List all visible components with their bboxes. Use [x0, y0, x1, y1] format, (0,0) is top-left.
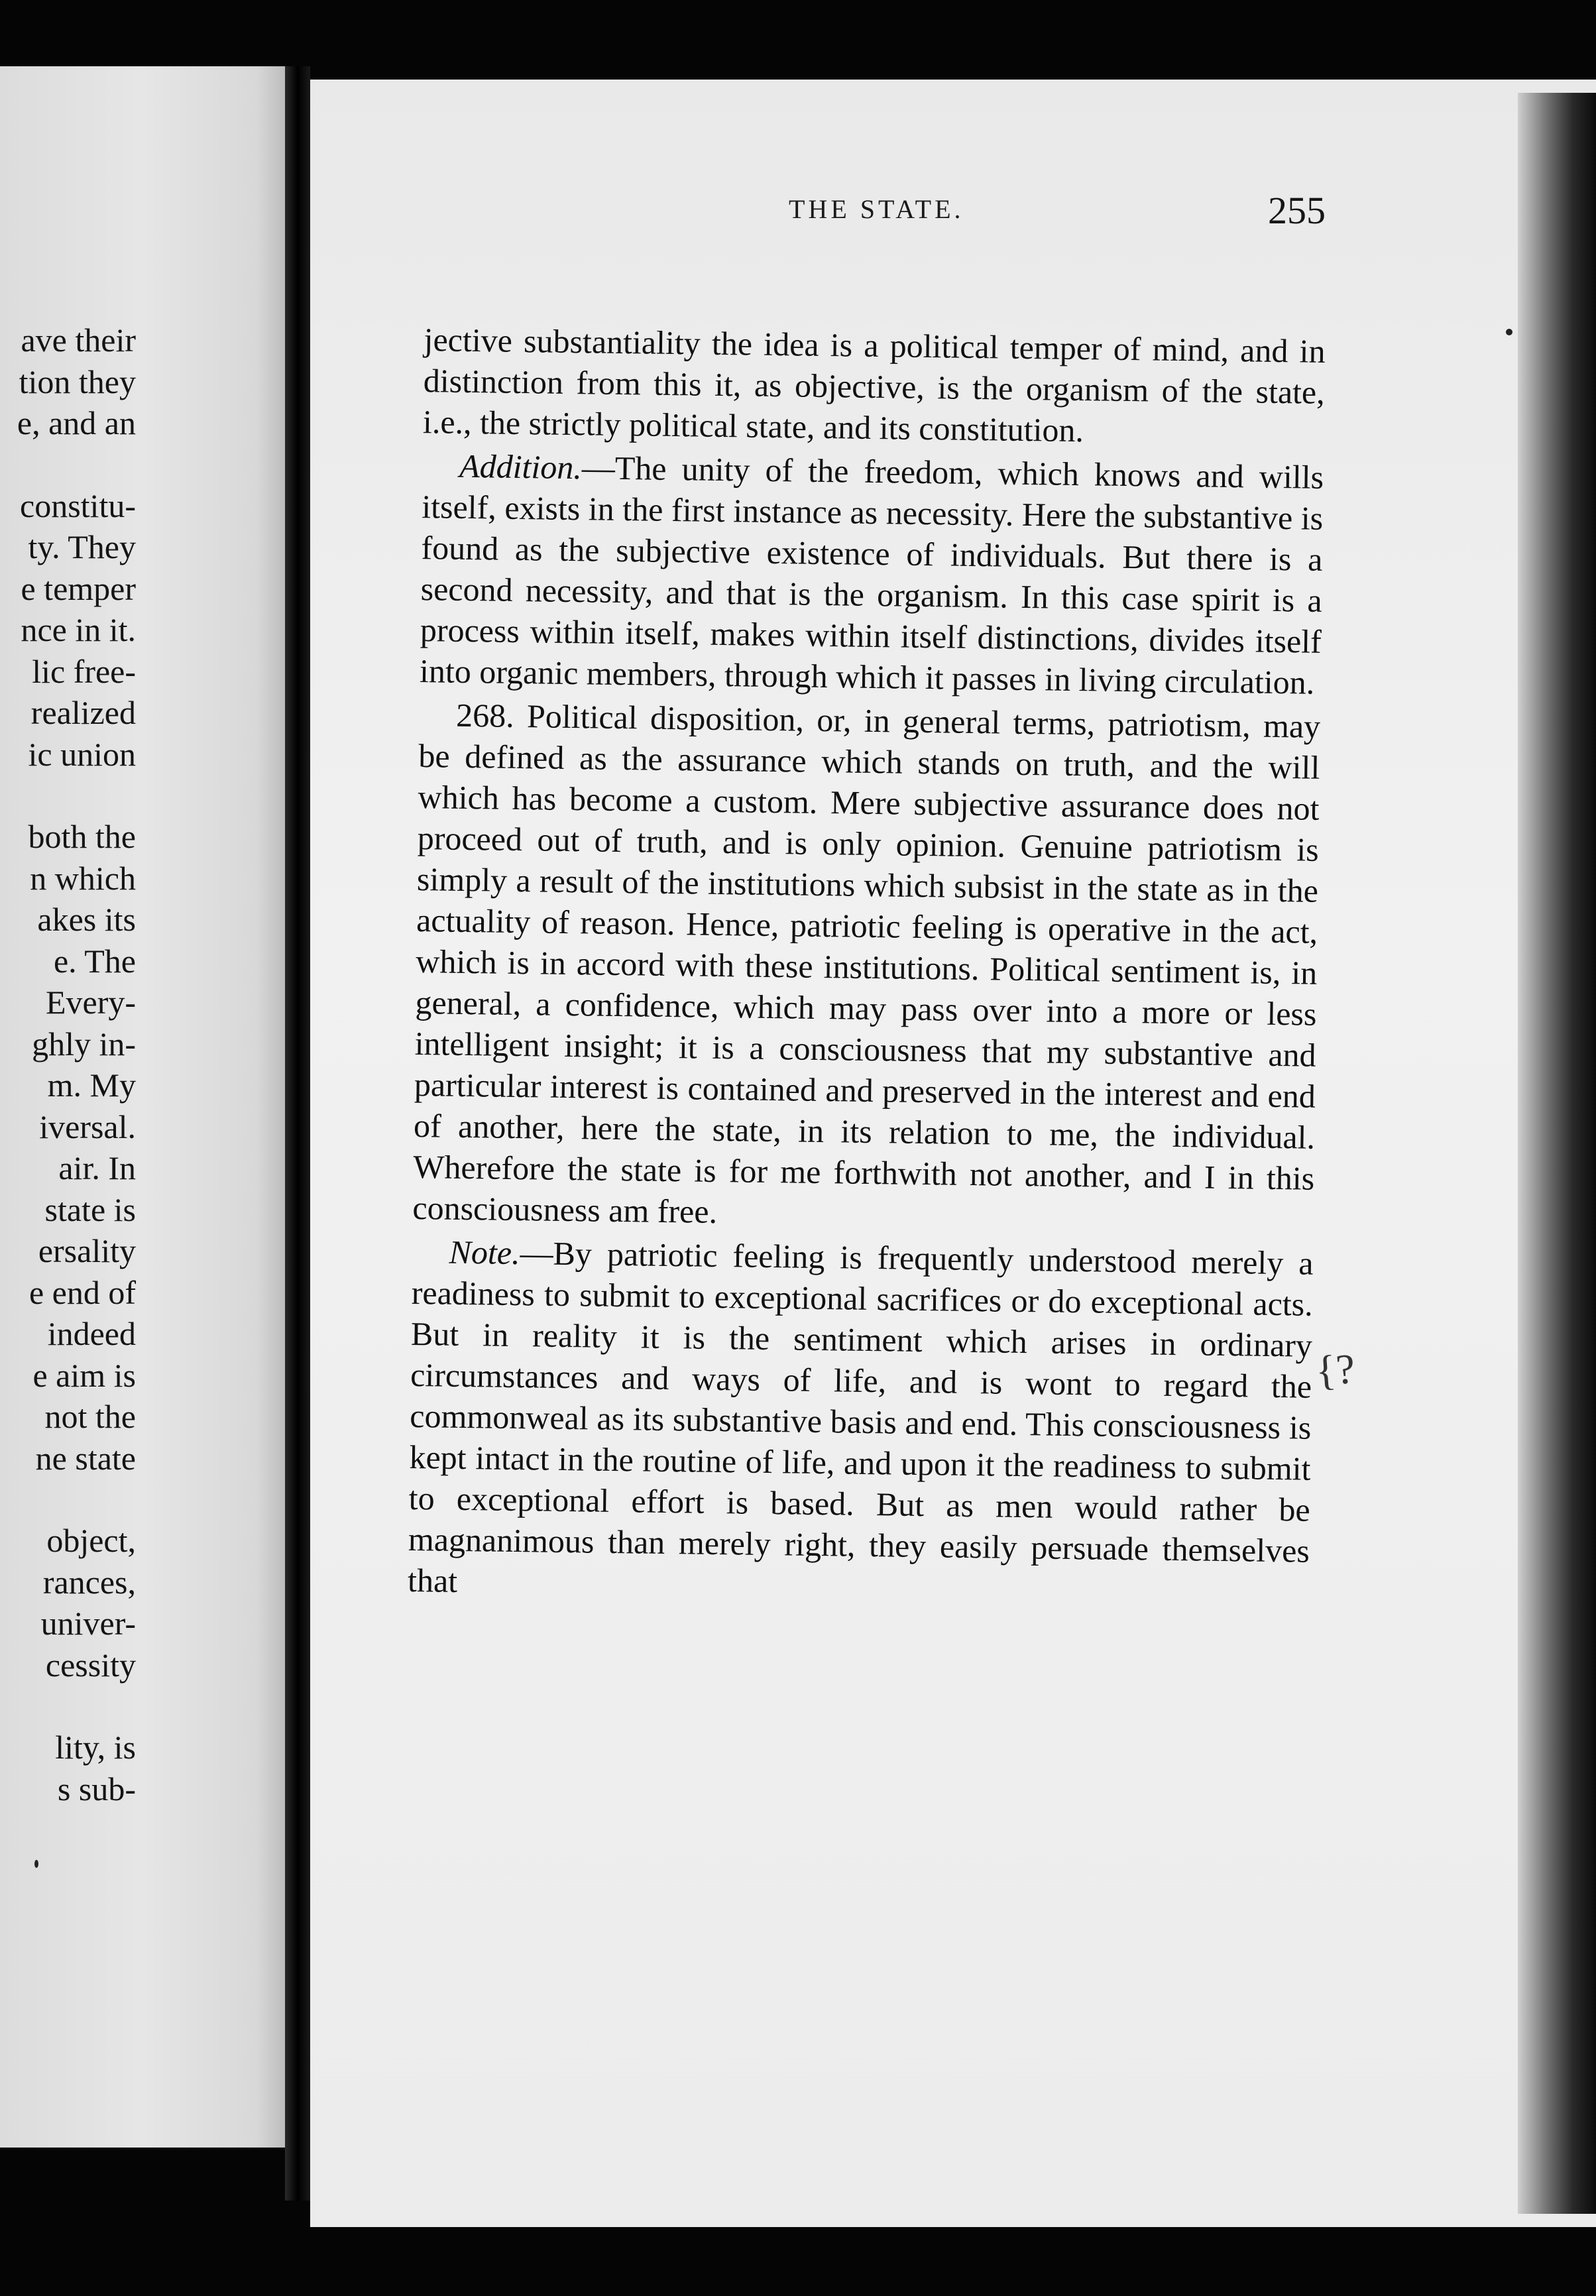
left-page-line: cessity [45, 1646, 136, 1684]
addition-text: —The unity of the freedom, which knows and wills itself, exists in the first instance as necessity. Here the substantive is found as the subjective existence of individuals. But there is a second necessity, and that is the organism. In this case spirit is a process within itself, makes within itself distinctions, divides itself into organic members, through which it passes in living circulation. [419, 449, 1324, 701]
page-edge [1518, 93, 1596, 2214]
left-page-line: m. My [47, 1066, 136, 1104]
left-page-line: not the [44, 1398, 136, 1435]
left-page-line: e temper [21, 569, 136, 607]
left-page-line: s sub- [57, 1770, 136, 1808]
left-page-line: e, and an [17, 404, 136, 441]
note-label: Note. [449, 1233, 520, 1272]
left-page [0, 66, 285, 2148]
left-page-line: ty. They [28, 528, 136, 565]
paragraph-note [408, 1231, 1314, 1613]
scan-speck [1506, 329, 1512, 335]
left-page-line: e end of [28, 1273, 136, 1311]
left-page-line: state is [44, 1190, 136, 1228]
left-page-line: indeed [47, 1315, 136, 1352]
left-page-line: akes its [37, 901, 136, 938]
left-page-line: Every- [45, 984, 136, 1021]
running-head [477, 189, 1326, 247]
scan-speck [34, 1860, 38, 1868]
left-page-line: ghly in- [32, 1025, 136, 1062]
paragraph-continuation: jective substantiality the idea is a political temper of mind, and in distinction from this it, as objective, is the organism of the state, i.e., the strictly political state, and its constitution. [422, 321, 1326, 449]
handwritten-margin-mark: {? [1314, 1345, 1357, 1395]
left-page-line: univer- [40, 1605, 136, 1642]
page-number: 255 [1268, 189, 1326, 232]
addition-label: Addition. [459, 447, 583, 487]
main-text [408, 319, 1326, 1613]
left-page-line: object, [46, 1522, 136, 1559]
left-page-line: iversal. [39, 1108, 136, 1145]
left-page-line: ersality [38, 1232, 136, 1269]
left-page-line: e. The [53, 942, 136, 980]
left-page-line: nce in it. [21, 611, 136, 648]
left-page-line: realized [30, 694, 136, 731]
book-gutter [285, 66, 310, 2201]
left-page-line: lic free- [32, 652, 136, 690]
left-page-line: e aim is [32, 1356, 136, 1394]
left-page-line: ic union [28, 735, 136, 773]
left-page-line: air. In [58, 1149, 136, 1186]
running-head-title: THE STATE. [789, 194, 964, 224]
left-page-line: rances, [42, 1563, 136, 1601]
left-page-line: n which [30, 859, 136, 897]
left-page-line: lity, is [55, 1729, 136, 1766]
left-page-line: ave their [21, 321, 136, 359]
paragraph-addition [420, 445, 1324, 703]
left-page-line: tion they [19, 363, 136, 400]
left-page-line: ne state [35, 1439, 136, 1477]
paragraph-268: 268. Political disposition, or, in general terms, patriotism, may be defined as the assurance which stands on truth, and the will which has become a custom. Mere subjective assurance does not proceed out of truth, and is only opinion. Genuine patriotism is simply a result of the institutions which subsist in the state as in the actuality of reason. Hence, patriotic feeling is operative in the act, which is in accord with these institutions. Political sentiment is, in general, a confidence, which may pass over into a more or less intelligent insight; it is a consciousness that my substantive and particular interest is contained and preserved in the interest and end of another, here the state, in its relation to me, the individual. Wherefore the state is for me forthwith not another, and I in this consciousness am free. [412, 696, 1321, 1230]
note-text: —By patriotic feeling is frequently understood merely a readiness to submit to exceptional sacrifices or do exceptional acts. But in reality it is the sentiment which arises in ordinary circumstances and ways of life, and is wont to regard the commonweal as its substantive basis and end. This consciousness is kept intact in the routine of life, and upon it the readiness to submit to exceptional effort is based. But as men would rather be magnanimous than merely right, they easily persuade themselves that [407, 1234, 1314, 1599]
left-page-line: constitu- [20, 487, 136, 524]
left-page-line: both the [28, 818, 136, 855]
